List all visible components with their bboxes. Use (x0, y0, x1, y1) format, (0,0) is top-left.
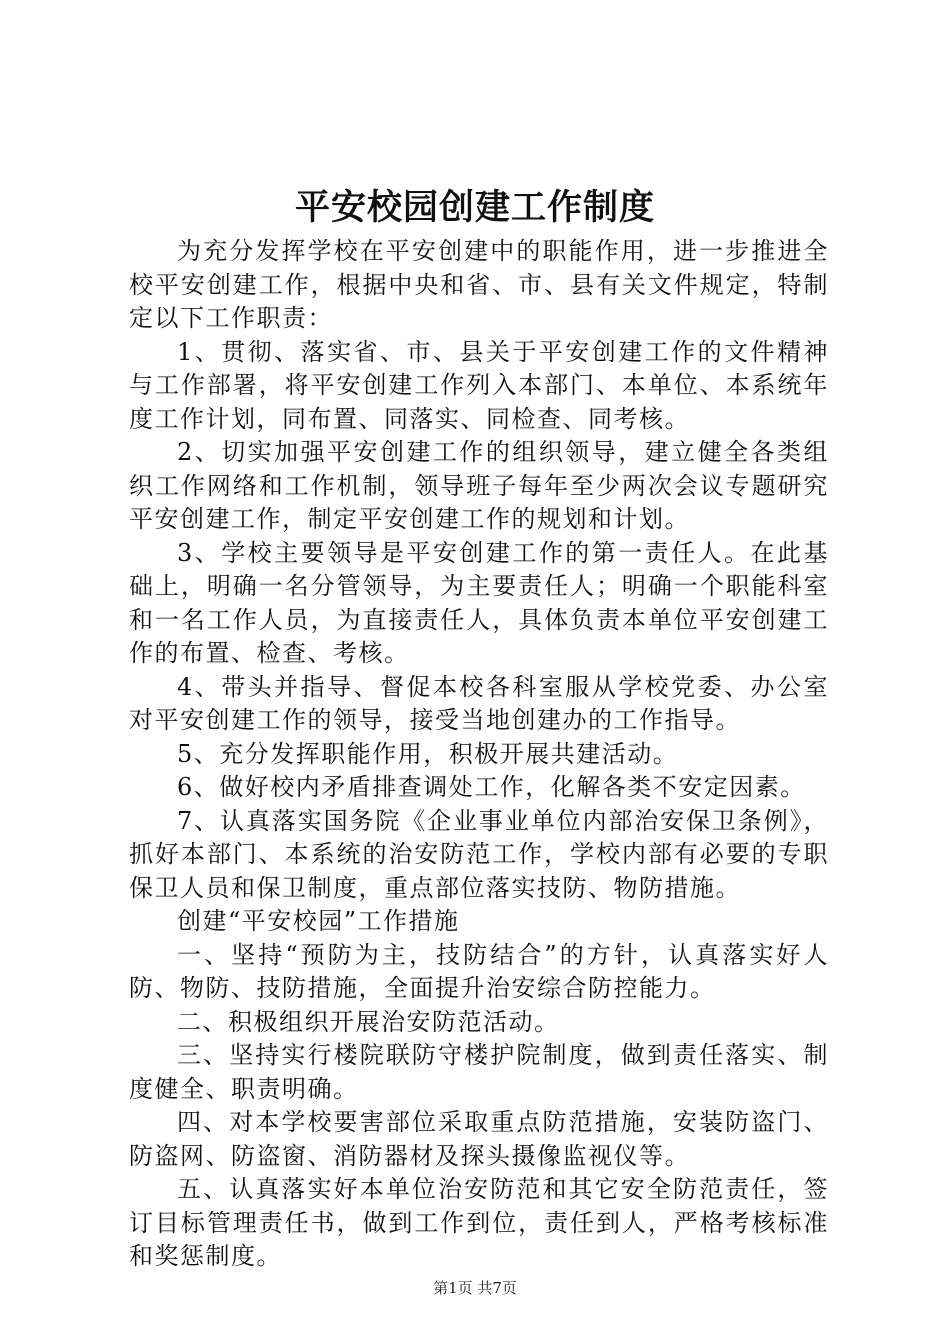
paragraph-item-7: 7、认真落实国务院《企业事业单位内部治安保卫条例》，抓好本部门、本系统的治安防范工作，学校内部有必要的专职保卫人员和保卫制度，重点部位落实技防、物防措施。 (129, 806, 829, 902)
paragraph-item-2: 2、切实加强平安创建工作的组织领导，建立健全各类组织工作网络和工作机制，领导班子每年至少两次会议专题研究平安创建工作，制定平安创建工作的规划和计划。 (129, 438, 829, 533)
section-heading-measures: 创建“平安校园”工作措施 (177, 907, 460, 935)
paragraph-measure-4: 四、对本学校要害部位采取重点防范措施，安装防盗门、防盗网、防盗窗、消防器材及探头摄像监视仪等。 (129, 1108, 829, 1170)
paragraph-intro: 为充分发挥学校在平安创建中的职能作用，进一步推进全校平安创建工作，根据中央和省、市、县有关文件规定，特制定以下工作职责： (129, 237, 829, 332)
paragraph-measure-2: 二、积极组织开展治安防范活动。 (177, 1007, 560, 1036)
page-number-footer: 第1页 共7页 (433, 1279, 517, 1297)
paragraph-measure-5: 五、认真落实好本单位治安防范和其它安全防范责任，签订目标管理责任书，做到工作到位，责任到人，严格考核标准和奖惩制度。 (129, 1175, 829, 1270)
paragraph-item-3: 3、学校主要领导是平安创建工作的第一责任人。在此基础上，明确一名分管领导，为主要责任人；明确一个职能科室和一名工作人员，为直接责任人，具体负责本单位平安创建工作的布置、检查、考核。 (129, 538, 829, 667)
document-title: 平安校园创建工作制度 (294, 187, 655, 228)
paragraph-item-6: 6、做好校内矛盾排查调处工作，化解各类不安定因素。 (177, 773, 806, 801)
paragraph-item-1: 1、贯彻、落实省、市、县关于平安创建工作的文件精神与工作部署，将平安创建工作列入本部门、本单位、本系统年度工作计划，同布置、同落实、同检查、同考核。 (129, 337, 829, 433)
paragraph-measure-3: 三、坚持实行楼院联防守楼护院制度，做到责任落实、制度健全、职责明确。 (129, 1041, 829, 1103)
paragraph-measure-1: 一、坚持“预防为主，技防结合”的方针，认真落实好人防、物防、技防措施，全面提升治安综合防控能力。 (129, 940, 829, 1002)
paragraph-item-5: 5、充分发挥职能作用，积极开展共建活动。 (177, 739, 679, 768)
paragraph-item-4: 4、带头并指导、督促本校各科室服从学校党委、办公室对平安创建工作的领导，接受当地创建办的工作指导。 (129, 672, 829, 734)
document-body (129, 235, 829, 1274)
